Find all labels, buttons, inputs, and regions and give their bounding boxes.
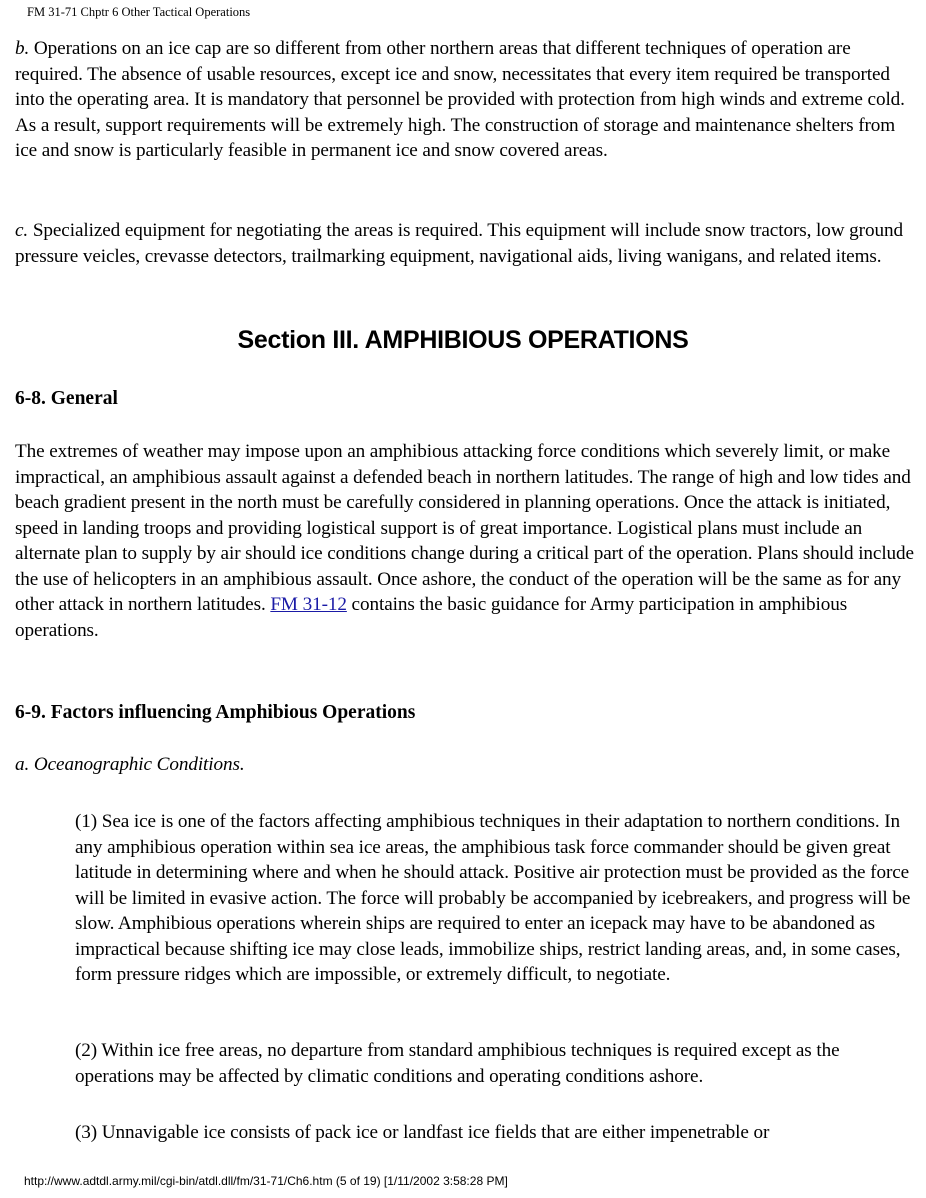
factor-item-3: (3) Unnavigable ice consists of pack ice or landfast ice fields that are either impenetrable or [75, 1122, 770, 1143]
factor-item-2: (2) Within ice free areas, no departure from standard amphibious techniques is required except as the operations may be affected by climatic conditions and operating conditions ashore. [75, 1040, 840, 1087]
source-url-footer: http://www.adtdl.army.mil/cgi-bin/atdl.dll/fm/31-71/Ch6.htm (5 of 19) [1/11/2002 3:58:28 PM] [24, 1174, 508, 1188]
paragraph-c-label: c. [15, 220, 29, 241]
paragraph-c-text: Specialized equipment for negotiating the areas is required. This equipment will include snow tractors, low ground pressure veicles, crevasse detectors, trailmarking equipment, navigational aids, living wanigans, and related items. [15, 220, 903, 267]
paragraph-b-text: Operations on an ice cap are so different from other northern areas that different techniques of operation are required. The absence of usable resources, except ice and snow, necessitates that every item required be transported into the operating area. It is mandatory that personnel be provided with protection from high winds and extreme cold. As a result, support requirements will be extremely high. The construction of storage and maintenance shelters from ice and snow is particularly feasible in permanent ice and snow covered areas. [15, 38, 905, 161]
running-header: FM 31-71 Chptr 6 Other Tactical Operations [27, 5, 251, 19]
paragraph-c [15, 218, 915, 269]
factor-item-1: (1) Sea ice is one of the factors affecting amphibious techniques in their adaptation to northern conditions. In any amphibious operation within sea ice areas, the amphibious task force commander should be given great latitude in determining where and when he should attack. Positive air protection must be provided as the force will be limited in evasive action. The force will probably be accompanied by icebreakers, and progress will be slow. Amphibious operations wherein ships are required to enter an icepack may have to be abandoned as impractical because shifting ice may close leads, immobilize ships, restrict landing areas, and, in some cases, form pressure ridges which are impossible, or extremely difficult, to negotiate. [75, 811, 911, 985]
factors-heading: 6-9. Factors influencing Amphibious Operations [15, 702, 416, 723]
oceanographic-subheading: a. Oceanographic Conditions. [15, 754, 245, 775]
general-text-continued: contains the basic guidance for Army participation in amphibious operations. [15, 594, 848, 641]
paragraph-b-label: b. [15, 38, 30, 59]
section-title: Section III. AMPHIBIOUS OPERATIONS [237, 326, 689, 354]
fm-31-12-link[interactable]: FM 31-12 [270, 594, 347, 615]
paragraph-b [15, 36, 915, 164]
general-text: The extremes of weather may impose upon an amphibious attacking force conditions which severely limit, or make impractical, an amphibious assault against a defended beach in northern latitudes. The range of high and low tides and beach gradient present in the north must be carefully considered in planning operations. Once the attack is initiated, speed in landing troops and providing logistical support is of great importance. Logistical plans must include an alternate plan to supply by air should ice conditions change during a critical part of the operation. Plans should include the use of helicopters in an amphibious assault. Once ashore, the conduct of the operation will be the same as for any other attack in northern latitudes. [15, 441, 914, 615]
general-heading: 6-8. General [15, 388, 118, 409]
general-paragraph [15, 439, 915, 643]
